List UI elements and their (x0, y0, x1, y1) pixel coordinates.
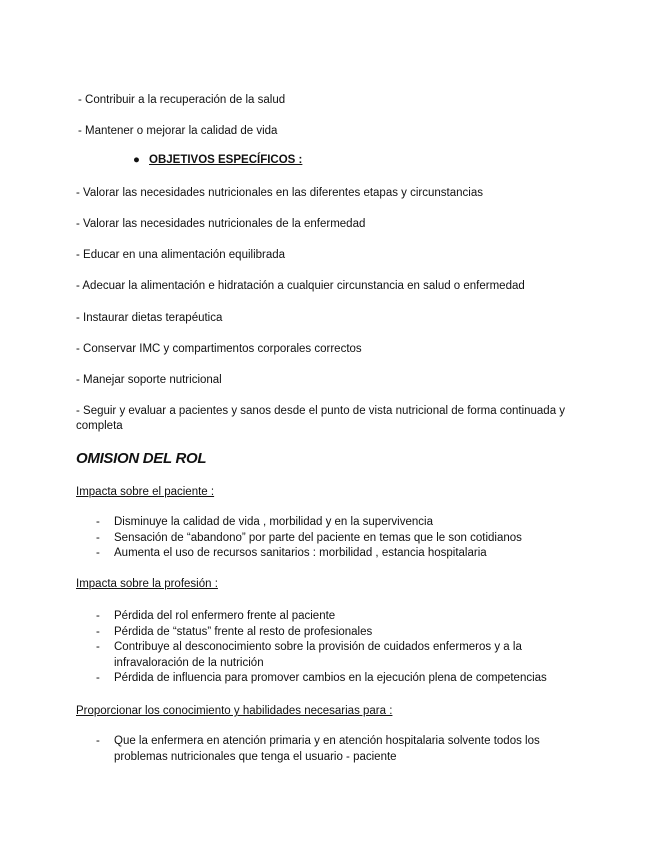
list-item: - Pérdida de “status” frente al resto de profesionales (96, 625, 373, 638)
subheading-paciente: Impacta sobre el paciente : (76, 486, 215, 498)
list-item: - Pérdida de influencia para promover cambios en la ejecución plena de competencias (96, 672, 547, 684)
objetivo-item: - Manejar soporte nutricional (76, 374, 222, 386)
objetivo-item: - Valorar las necesidades nutricionales de la enfermedad (76, 218, 366, 230)
subheading-proporcionar: Proporcionar los conocimiento y habilidades necesarias para : (76, 705, 393, 717)
list-profesion (76, 609, 566, 687)
objetivo-item: - Conservar IMC y compartimentos corporales correctos (76, 343, 362, 355)
list-item: - Disminuye la calidad de vida , morbilidad y en la supervivencia (96, 516, 433, 528)
list-item: - Aumenta el uso de recursos sanitarios : morbilidad , estancia hospitalaria (96, 547, 487, 559)
intro-item: - Contribuir a la recuperación de la salud (78, 94, 286, 106)
subheading-profesion: Impacta sobre la profesión : (76, 578, 218, 590)
objetivo-item: - Valorar las necesidades nutricionales en las diferentes etapas y circunstancias (76, 187, 483, 199)
objetivos-heading: ● OBJETIVOS ESPECÍFICOS : (133, 154, 303, 166)
objetivo-item: - Educar en una alimentación equilibrada (76, 249, 286, 261)
objetivo-item: - Seguir y evaluar a pacientes y sanos desde el punto de vista nutricional de forma continuada y completa (76, 405, 566, 432)
list-item: - Que la enfermera en atención primaria y en atención hospitalaria solvente todos los problemas nutricionales que tenga el usuario - paciente (96, 735, 540, 763)
list-item: - Contribuye al desconocimiento sobre la provisión de cuidados enfermeros y a la infravaloración de la nutrición (96, 641, 522, 669)
list-paciente (76, 515, 566, 562)
list-item: - Sensación de “abandono” por parte del paciente en temas que le son cotidianos (96, 531, 522, 544)
bullet-icon: ● (133, 154, 140, 166)
list-item: - Pérdida del rol enfermero frente al paciente (96, 610, 336, 622)
section-title-omision: OMISION DEL ROL (76, 450, 207, 467)
list-proporcionar (76, 734, 566, 765)
objetivo-item: - Instaurar dietas terapéutica (76, 312, 223, 324)
objetivo-item: - Adecuar la alimentación e hidratación a cualquier circunstancia en salud o enfermedad (76, 280, 525, 292)
intro-item: - Mantener o mejorar la calidad de vida (78, 125, 278, 137)
